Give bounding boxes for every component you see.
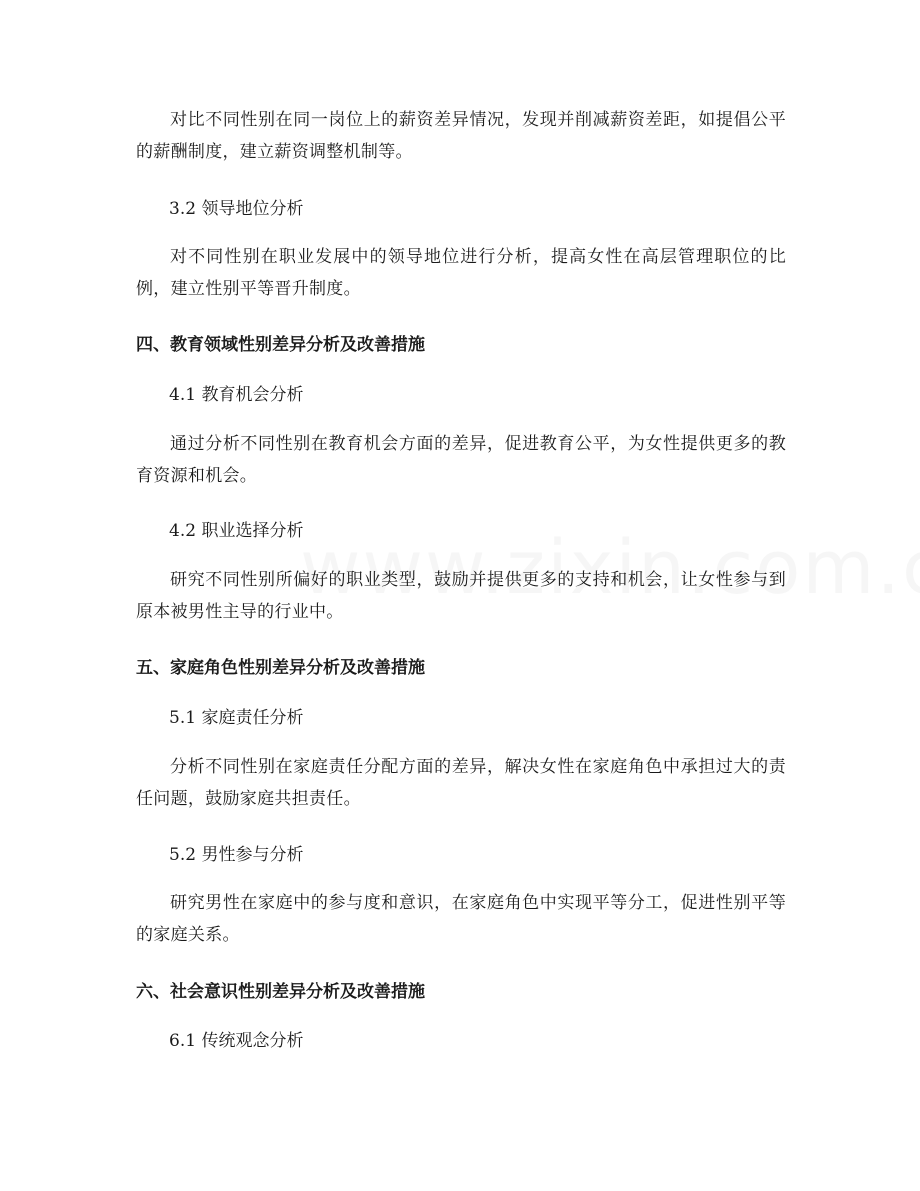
subheading-4-2: 4.2 职业选择分析 (169, 521, 304, 541)
paragraph-leadership: 对不同性别在职业发展中的领导地位进行分析，提高女性在高层管理职位的比例，建立性别平等晋升制度。 (136, 247, 786, 299)
paragraph-male-participation: 研究男性在家庭中的参与度和意识，在家庭角色中实现平等分工，促进性别平等的家庭关系。 (136, 893, 786, 945)
paragraph-salary-comparison: 对比不同性别在同一岗位上的薪资差异情况，发现并削减薪资差距，如提倡公平的薪酬制度，建立薪资调整机制等。 (136, 110, 786, 162)
subheading-4-1: 4.1 教育机会分析 (169, 385, 304, 405)
subheading-5-2: 5.2 男性参与分析 (169, 845, 304, 865)
section-heading-5: 五、家庭角色性别差异分析及改善措施 (136, 658, 425, 678)
section-heading-4: 四、教育领域性别差异分析及改善措施 (136, 335, 425, 355)
paragraph-career-choice: 研究不同性别所偏好的职业类型，鼓励并提供更多的支持和机会，让女性参与到原本被男性主导的行业中。 (136, 570, 786, 622)
paragraph-family-responsibility: 分析不同性别在家庭责任分配方面的差异，解决女性在家庭角色中承担过大的责任问题，鼓励家庭共担责任。 (136, 757, 786, 809)
subheading-5-1: 5.1 家庭责任分析 (169, 708, 304, 728)
section-heading-6: 六、社会意识性别差异分析及改善措施 (136, 982, 425, 1002)
subheading-6-1: 6.1 传统观念分析 (169, 1031, 304, 1051)
paragraph-education-opportunity: 通过分析不同性别在教育机会方面的差异，促进教育公平，为女性提供更多的教育资源和机会。 (136, 434, 786, 486)
subheading-3-2: 3.2 领导地位分析 (169, 199, 304, 219)
